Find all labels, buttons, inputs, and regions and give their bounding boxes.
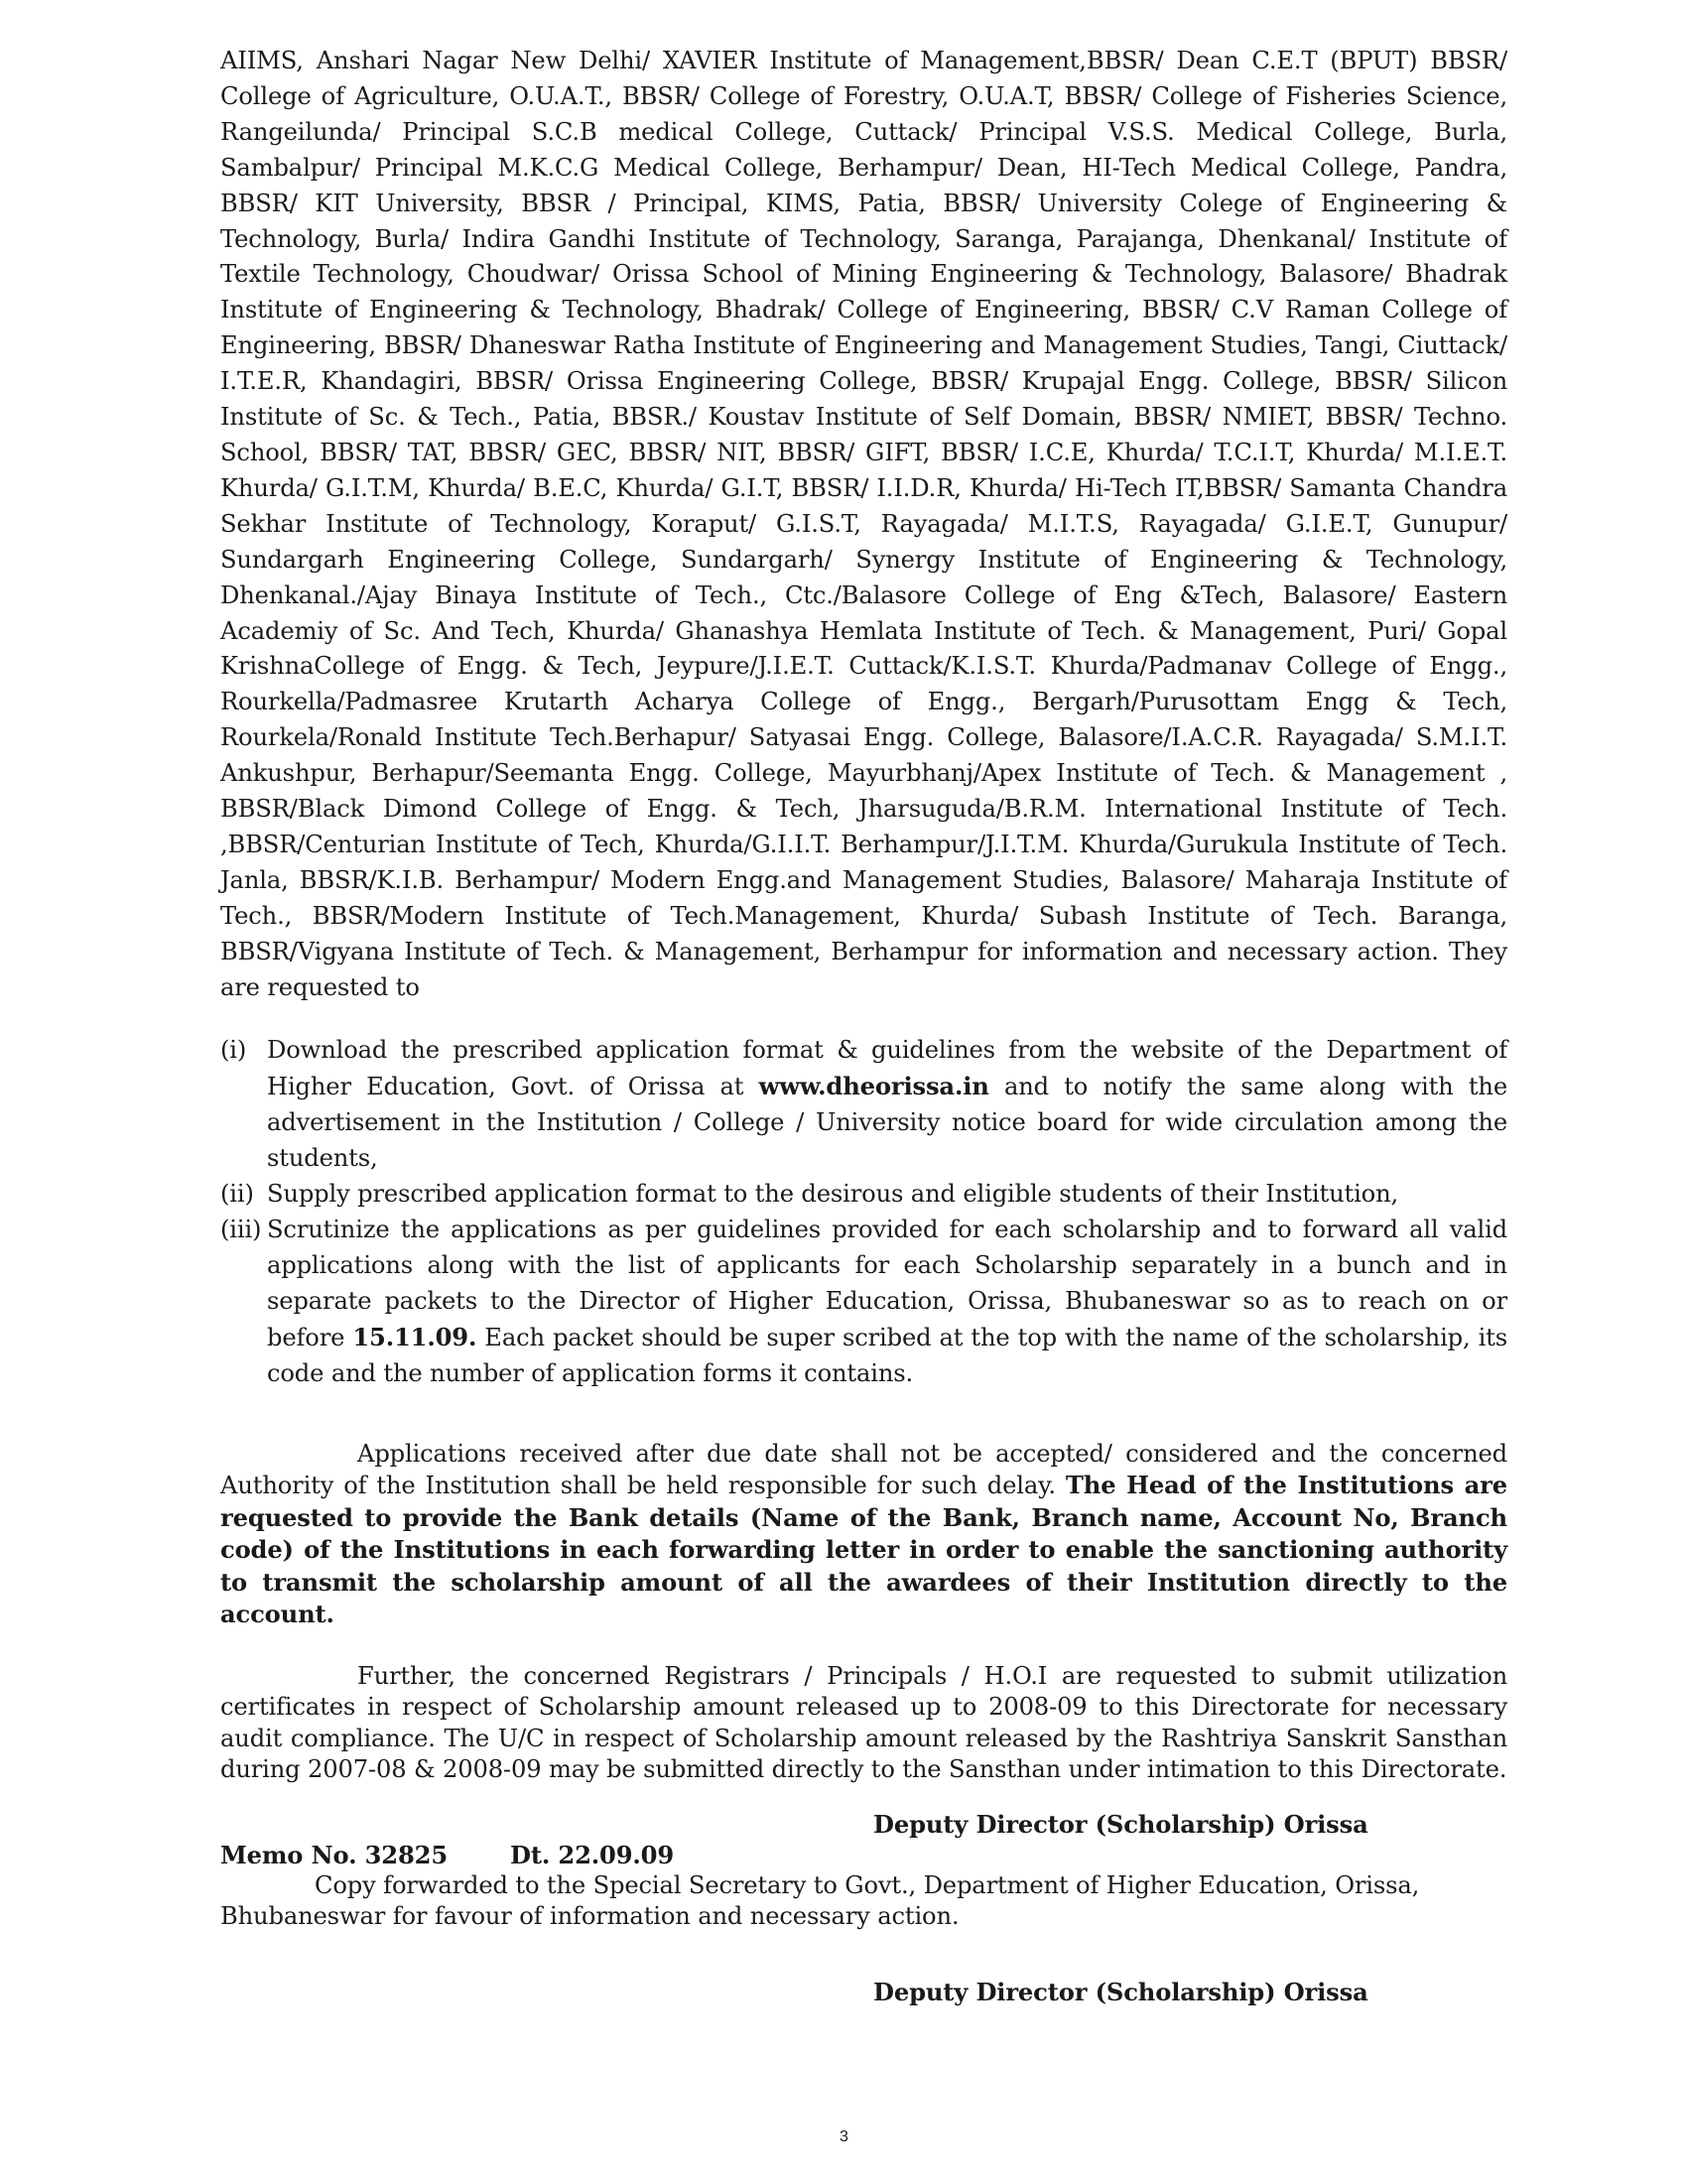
page-number: 3 bbox=[840, 2128, 848, 2145]
website-address: www.dheorissa.in bbox=[758, 1072, 989, 1101]
instruction-text: Supply prescribed application format to the desirous and eligible students of their Institution, bbox=[267, 1180, 1399, 1209]
instruction-item bbox=[220, 1033, 1507, 1177]
instruction-item bbox=[220, 1213, 1507, 1392]
utilization-paragraph: Further, the concerned Registrars / Principals / H.O.I are requested to submit utilization certificates in respect of Scholarship amount released up to 2008-09 to this Directorate for necessary audit compliance. The U/C in respect of Scholarship amount released by the Rashtriya Sanskrit Sansthan during 2007-08 & 2008-09 may be submitted directly to the Sansthan under intimation to this Directorate. bbox=[220, 1661, 1507, 1784]
late-applications-text: Applications received after due date shall not be accepted/ considered and the concerned Authority of the Institution shall be held responsible for such delay. bbox=[220, 1439, 1507, 1500]
institutions-paragraph: AIIMS, Anshari Nagar New Delhi/ XAVIER Institute of Management,BBSR/ Dean C.E.T (BPUT) BBSR/ College of Agriculture, O.U.A.T., BBSR/ College of Forestry, O.U.A.T, BBSR/ College of Fisheries Science, Rangeilunda/ Principal S.C.B medical College, Cuttack/ Principal V.S.S. Medical College, Burla, Sambalpur/ Principal M.K.C.G Medical College, Berhampur/ Dean, HI-Tech Medical College, Pandra, BBSR/ KIT University, BBSR / Principal, KIMS, Patia, BBSR/ University Colege of Engineering & Technology, Burla/ Indira Gandhi Institute of Technology, Saranga, Parajanga, Dhenkanal/ Institute of Textile Technology, Choudwar/ Orissa School of Mining Engineering & Technology, Balasore/ Bhadrak Institute of Engineering & Technology, Bhadrak/ College of Engineering, BBSR/ C.V Raman College of Engineering, BBSR/ Dhaneswar Ratha Institute of Engineering and Management Studies, Tangi, Ciuttack/ I.T.E.R, Khandagiri, BBSR/ Orissa Engineering College, BBSR/ Krupajal Engg. College, BBSR/ Silicon Institute of Sc. & Tech., Patia, BBSR./ Koustav Institute of Self Domain, BBSR/ NMIET, BBSR/ Techno. School, BBSR/ TAT, BBSR/ GEC, BBSR/ NIT, BBSR/ GIFT, BBSR/ I.C.E, Khurda/ T.C.I.T, Khurda/ M.I.E.T. Khurda/ G.I.T.M, Khurda/ B.E.C, Khurda/ G.I.T, BBSR/ I.I.D.R, Khurda/ Hi-Tech IT,BBSR/ Samanta Chandra Sekhar Institute of Technology, Koraput/ G.I.S.T, Rayagada/ M.I.T.S, Rayagada/ G.I.E.T, Gunupur/ Sundargarh Engineering College, Sundargarh/ Synergy Institute of Engineering & Technology, Dhenkanal./Ajay Binaya Institute of Tech., Ctc./Balasore College of Eng &Tech, Balasore/ Eastern Academiy of Sc. And Tech, Khurda/ Ghanashya Hemlata Institute of Tech. & Management, Puri/ Gopal KrishnaCollege of Engg. & Tech, Jeypure/J.I.E.T. Cuttack/K.I.S.T. Khurda/Padmanav College of Engg., Rourkella/Padmasree Krutarth Acharya College of Engg., Bergarh/Purusottam Engg & Tech, Rourkela/Ronald Institute Tech.Berhapur/ Satyasai Engg. College, Balasore/I.A.C.R. Rayagada/ S.M.I.T. Ankushpur, Berhapur/Seemanta Engg. College, Mayurbhanj/Apex Institute of Tech. & Management , BBSR/Black Dimond College of Engg. & Tech, Jharsuguda/B.R.M. International Institute of Tech. ,BBSR/Centurian Institute of Tech, Khurda/G.I.I.T. Berhampur/J.I.T.M. Khurda/Gurukula Institute of Tech. Janla, BBSR/K.I.B. Berhampur/ Modern Engg.and Management Studies, Balasore/ Maharaja Institute of Tech., BBSR/Modern Institute of Tech.Management, Khurda/ Subash Institute of Tech. Baranga, BBSR/Vigyana Institute of Tech. & Management, Berhampur for information and necessary action. They are requested to bbox=[220, 47, 1507, 1001]
instruction-text-continued: Each packet should be super scribed at the top with the name of the scholarship, its code and the number of application forms it contains. bbox=[267, 1323, 1508, 1387]
instruction-text: Scrutinize the applications as per guidelines provided for each scholarship and to forward all valid applications along with the list of applicants for each Scholarship separately in a bunch and in separate packets to the Director of Higher Education, Orissa, Bhubaneswar so as to reach on or before bbox=[267, 1216, 1507, 1351]
instruction-number: (iii) bbox=[220, 1216, 262, 1243]
memo-number: Memo No. 32825 bbox=[220, 1840, 449, 1869]
memo-line bbox=[220, 1840, 1507, 1870]
copy-forward-line-continued: Bhubaneswar for favour of information and necessary action. bbox=[220, 1902, 960, 1931]
deadline-date: 15.11.09. bbox=[352, 1322, 477, 1351]
instructions-list bbox=[220, 1033, 1507, 1391]
instruction-item bbox=[220, 1177, 1507, 1213]
signature-block: Deputy Director (Scholarship) Orissa bbox=[873, 1809, 1368, 1839]
instruction-text-continued: and to notify the same along with the advertisement in the Institution / College / University notice board for wide circulation among the students, bbox=[267, 1073, 1507, 1173]
document-page bbox=[220, 44, 1507, 2007]
instruction-text: Download the prescribed application format & guidelines from the website of the Department of Higher Education, Govt. of Orissa at bbox=[267, 1036, 1507, 1101]
copy-forward-line: Copy forwarded to the Special Secretary to Govt., Department of Higher Education, Orissa, bbox=[315, 1870, 1420, 1899]
instruction-number: (i) bbox=[220, 1036, 247, 1065]
instruction-number: (ii) bbox=[220, 1180, 254, 1209]
late-applications-paragraph bbox=[220, 1439, 1507, 1631]
bank-details-request: The Head of the Institutions are requested to provide the Bank details (Name of the Bank, Branch name, Account No, Branch code) of the Institutions in each forwarding letter in order to enable the sanctioning authority to transmit the scholarship amount of all the awardees of their Institution directly to the account. bbox=[220, 1471, 1507, 1629]
signature-block: Deputy Director (Scholarship) Orissa bbox=[873, 1977, 1368, 2006]
memo-date: Dt. 22.09.09 bbox=[510, 1840, 675, 1869]
